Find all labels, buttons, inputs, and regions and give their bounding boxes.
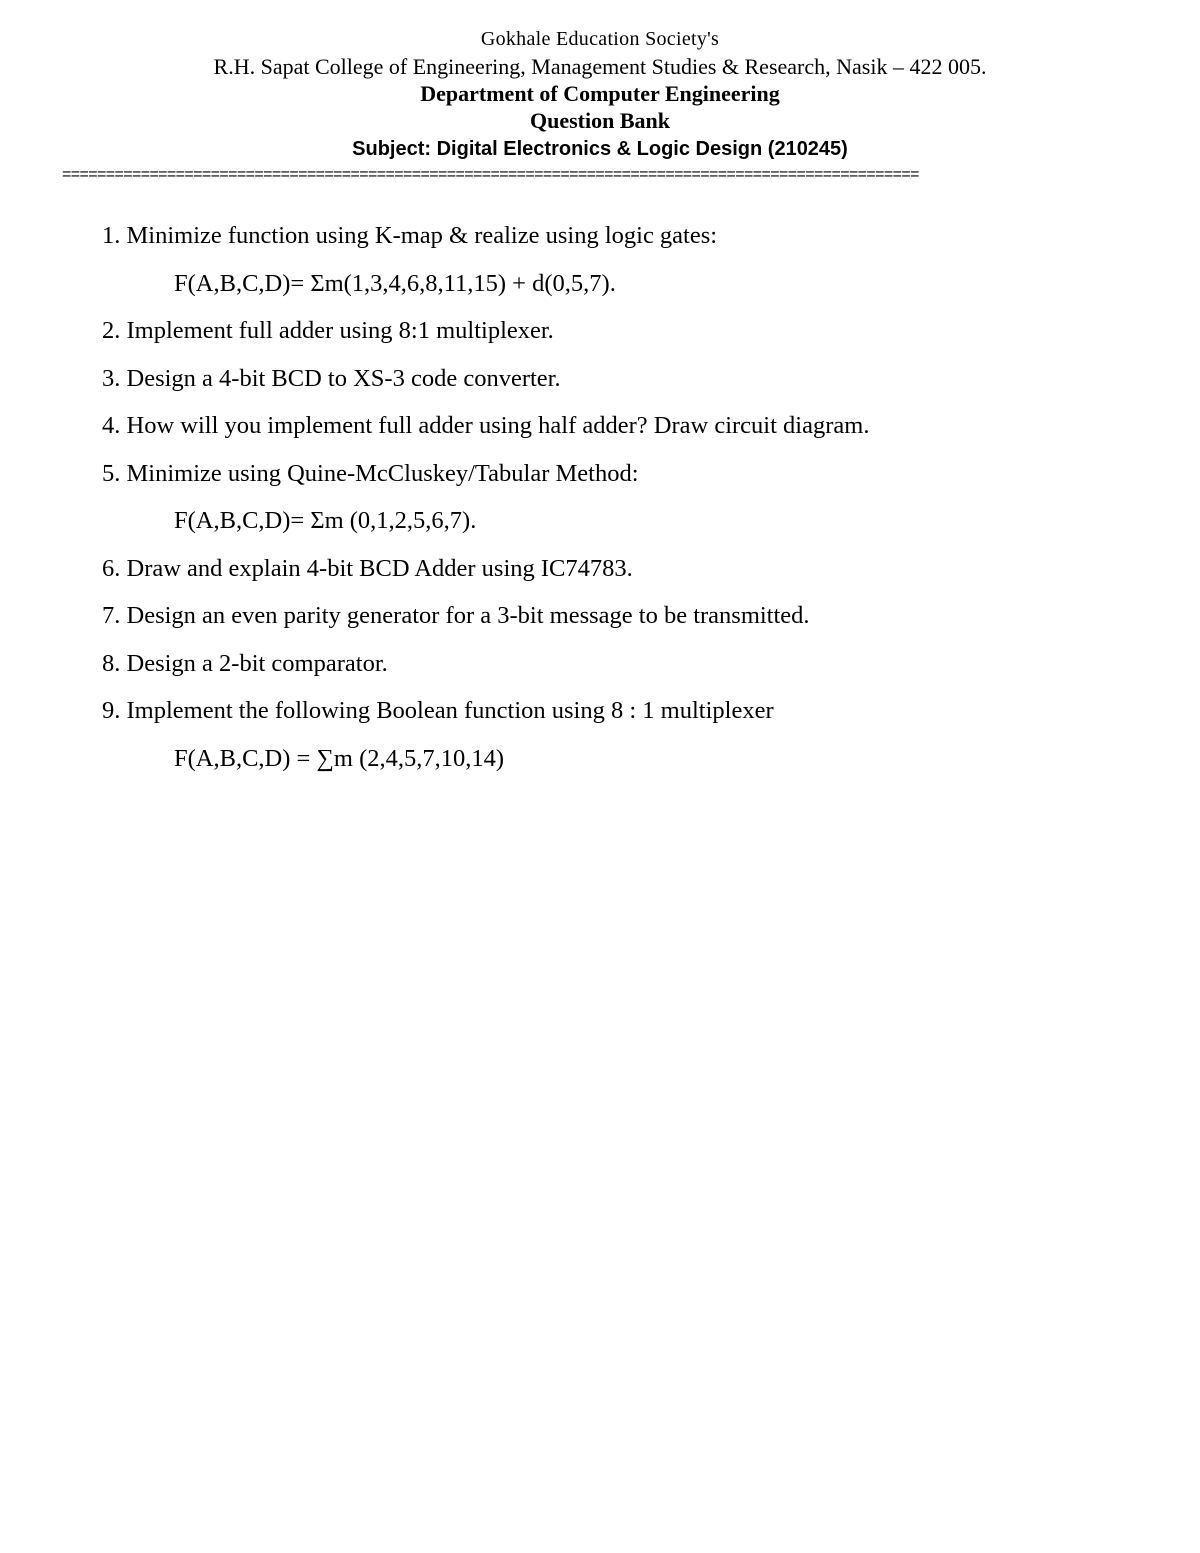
question-item bbox=[102, 551, 1152, 599]
question-number: 8. bbox=[102, 649, 121, 677]
question-text: Implement the following Boolean function using 8 : 1 multiplexer bbox=[126, 697, 774, 724]
question-number: 4. bbox=[102, 412, 121, 439]
department-name: Department of Computer Engineering bbox=[420, 81, 780, 106]
question-number: 6. bbox=[102, 554, 121, 582]
question-number: 9. bbox=[102, 697, 121, 724]
question-item bbox=[102, 646, 1152, 694]
question-formula: F(A,B,C,D)= Σm (0,1,2,5,6,7). bbox=[174, 507, 477, 534]
question-formula: F(A,B,C,D) = ∑m (2,4,5,7,10,14) bbox=[174, 744, 505, 772]
question-item bbox=[102, 456, 1152, 504]
subject-title: Subject: Digital Electronics & Logic Design (210245) bbox=[352, 138, 848, 160]
question-text: Implement full adder using 8:1 multiplexer. bbox=[126, 317, 554, 344]
question-item bbox=[102, 313, 1152, 361]
question-item bbox=[102, 693, 1152, 741]
question-item bbox=[102, 218, 1152, 266]
question-text: Minimize function using K-map & realize using logic gates: bbox=[126, 222, 718, 249]
question-number: 3. bbox=[102, 364, 121, 392]
college-name: R.H. Sapat College of Engineering, Management Studies & Research, Nasik – 422 005. bbox=[213, 54, 987, 79]
question-text: How will you implement full adder using half adder? Draw circuit diagram. bbox=[126, 412, 870, 439]
document-type: Question Bank bbox=[530, 108, 670, 133]
question-number: 1. bbox=[102, 222, 121, 249]
society-name: Gokhale Education Society's bbox=[480, 28, 720, 50]
question-text: Draw and explain 4-bit BCD Adder using IC74783. bbox=[126, 554, 633, 582]
question-number: 5. bbox=[102, 459, 121, 487]
question-formula: F(A,B,C,D)= Σm(1,3,4,6,8,11,15) + d(0,5,7). bbox=[174, 269, 616, 297]
header-separator: ================================================================================================== bbox=[62, 166, 919, 183]
question-number: 2. bbox=[102, 317, 121, 344]
question-item bbox=[102, 598, 1152, 646]
question-item bbox=[102, 408, 1152, 456]
question-text: Design a 2-bit comparator. bbox=[126, 649, 388, 677]
question-text: Design an even parity generator for a 3-bit message to be transmitted. bbox=[126, 602, 810, 629]
question-text: Minimize using Quine-McCluskey/Tabular Method: bbox=[126, 459, 639, 487]
question-text: Design a 4-bit BCD to XS-3 code converter. bbox=[126, 364, 561, 392]
question-item bbox=[102, 361, 1152, 409]
document-header bbox=[0, 26, 1200, 164]
question-list bbox=[102, 218, 1152, 788]
question-number: 7. bbox=[102, 602, 121, 629]
